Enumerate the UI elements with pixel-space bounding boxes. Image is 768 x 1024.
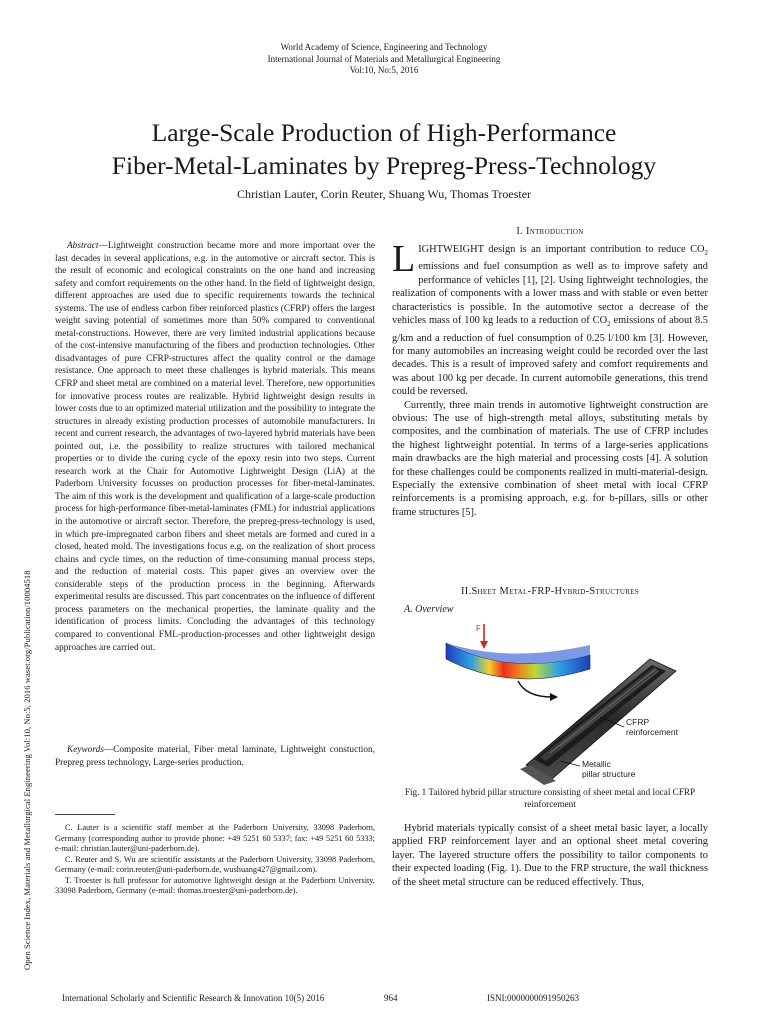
co2-subscript: 2 [607,320,611,329]
intro-text-a: IGHTWEIGHT design is an important contribution to reduce CO [418,244,705,255]
intro-text-c: emissions of about 8.5 g/km and a reduction of fuel consumption of 0.25 l/100 km [3]. However, for many automobiles an increasing weight could be recorded over the last decades. This is a result of improved safety and comfort requirements and was about 100 kg per decade. In current automobile generations, this trend could be reversed. [392,315,708,398]
abstract-label: Abstract [67,241,99,251]
footer-page-number: 964 [384,993,398,1003]
section-2-paragraph-1: Hybrid materials typically consist of a sheet metal basic layer, a locally applied FRP reinforcement layer and an optional sheet metal covering layer. The layered structure offers the possibility to tailor components to their expected loading (Fig. 1). Due to the FRP structure, the wall thickness of the sheet metal structure can be reduced effectively. Thus, [392,823,708,888]
section-2-heading: II.Sheet Metal-FRP-Hybrid-Structures [461,586,639,597]
cfrp-label-line-2: reinforcement [626,727,678,737]
footer-publisher: International Scholarly and Scientific Research & Innovation 10(5) 2016 [62,993,325,1003]
abstract [55,240,375,654]
paper-title [20,116,748,182]
metal-label-line-2: pillar structure [582,769,636,779]
keywords [55,744,375,769]
intro-paragraph-2: Currently, three main trends in automotive lightweight construction are obvious: The use of high-strength metal alloys, substituting metals by composites, and the combination of materials. The use of CFRP includes the highest lightweight potential. In terms of a large-series applications main drawbacks are the high material and processing costs [4]. A solution for these challenges could be components realized in multi-material-design. Especially the extensive combination of sheet metal with local CFRP reinforcements is a promising approach, e.g. for b-pillars, sills or other frame structures [5]. [392,399,708,518]
footnote-2: C. Reuter and S. Wu are scientific assistants at the Paderborn University, 33098 Paderborn, Germany (e-mail: corin.reuter@uni-paderborn.de, wushuang427@gmail.com). [55,854,375,874]
footnote-3: T. Troester is full professor for automotive lightweight design at the Paderborn University, 33098 Paderborn, Germany (e-mail: thomas.troester@uni-paderborn.de). [55,875,375,895]
authors: Christian Lauter, Corin Reuter, Shuang Wu, Thomas Troester [236,187,532,201]
masthead-publisher: World Academy of Science, Engineering and Technology [280,42,488,52]
section-1-body [392,238,708,519]
title-line-1: Large-Scale Production of High-Performance [151,118,617,147]
footnote-divider [55,814,115,815]
subsection-a-heading: A. Overview [404,604,454,615]
author-footnotes [55,823,375,897]
abstract-text: —Lightweight construction became more and more important over the last decades in several applications, e.g. in the automotive or aircraft sector. This is the result of economic and ecological constraints on the one hand and increasing safety and comfort requirements on the other hand. In the field of lightweight design, different approaches are used due to specific requirements towards the technical systems. The use of endless carbon fiber reinforced plastics (CFRP) offers the largest weight saving potential of sometimes more than 50% compared to conventional metal-constructions. However, there are very limited industrial applications because of the cost-intensive manufacturing of the fibers and production technologies. Other disadvantages of pure CFRP-structures affect the quality control or the damage resistance. One approach to meet these challenges is hybrid materials. This means CFRP and sheet metal are combined on a material level. Therefore, new opportunities for innovative process routes are realizable. Hybrid lightweight design results in lower costs due to an optimized material utilization and the possibility to integrate the structures in already existing production processes of automobile manufacturers. In recent and current research, the advantages of two-layered hybrid materials have been pointed out, i.e. the possibility to realize structures with tailored mechanical properties or to divide the curing cycle of the epoxy resin into two steps. Current research work at the Chair for Automotive Lightweight Design (LiA) at the Paderborn University focusses on production processes for fiber-metal-laminates. The aim of this work is the development and qualification of a large-scale production process for high-performance fiber-metal-laminates (FML) for industrial applications in the automotive or aircraft sector. Therefore, the prepreg-press-technology is used, in which pre-impregnated carbon fibers and sheet metals are formed and cured in a closed, heated mold. The investigations focus e.g. on the realization of short process chains and cycle times, on the reduction of time-consuming manual process steps, and the reduction of material costs. This paper gives an overview over the considerable steps of the production process in the beginning. Afterwards experimental results are discussed. This part concentrates on the influence of different process parameters on the mechanical properties, the laminate quality and the identification of process limits. Concluding the advantages of this technology compared to conventional FML-production-processes and other lightweight design approaches are carried out. [55,241,375,653]
drop-cap: L [392,238,416,280]
side-margin-note: Open Science Index, Materials and Metallurgical Engineering Vol:10, No:5, 2016 waset.org/Publication/10004518 [22,570,32,970]
footnote-1: C. Lauter is a scientific staff member at the Paderborn University, 33098 Paderborn, Germany (corresponding author to provide phone: +49 5251 60 5337; fax: +49 5251 60 5333; e-mail: christian.lauter@uni-paderborn.de). [55,823,375,853]
section-1-heading: I. Introduction [516,226,584,237]
keywords-label: Keywords [67,745,104,755]
figure-1-caption: Fig. 1 Tailored hybrid pillar structure consisting of sheet metal and local CFRP reinforcement [404,787,696,809]
masthead-journal: International Journal of Materials and Metallurgical Engineering [267,53,501,64]
metal-label-line-1: Metallic [582,759,611,769]
force-label: F [476,624,481,633]
title-line-2: Fiber-Metal-Laminates by Prepreg-Press-Technology [111,151,657,180]
figure-1 [440,619,680,787]
masthead-volume: Vol:10, No:5, 2016 [349,65,419,75]
co2-subscript: 2 [704,249,708,258]
cfrp-label-line-1: CFRP [626,717,650,727]
journal-masthead [0,42,768,77]
section-2-body [392,822,708,889]
keywords-text: —Composite material, Fiber metal laminate, Lightweight constuction, Prepreg press technology, Large-series production. [55,745,375,768]
footer-isni: ISNI:0000000091950263 [487,993,579,1003]
intro-text-b: emissions and fuel consumption as well as to improve safety and performance of vehicles [1], [2]. Using lightweight technologies, the realization of components with a lower mass and with stable or even better characteristics is possible. In the automotive sector a decrease of the vehicles mass of 100 kg leads to a reduction of CO [392,261,708,327]
pillar-illustration [440,619,680,787]
